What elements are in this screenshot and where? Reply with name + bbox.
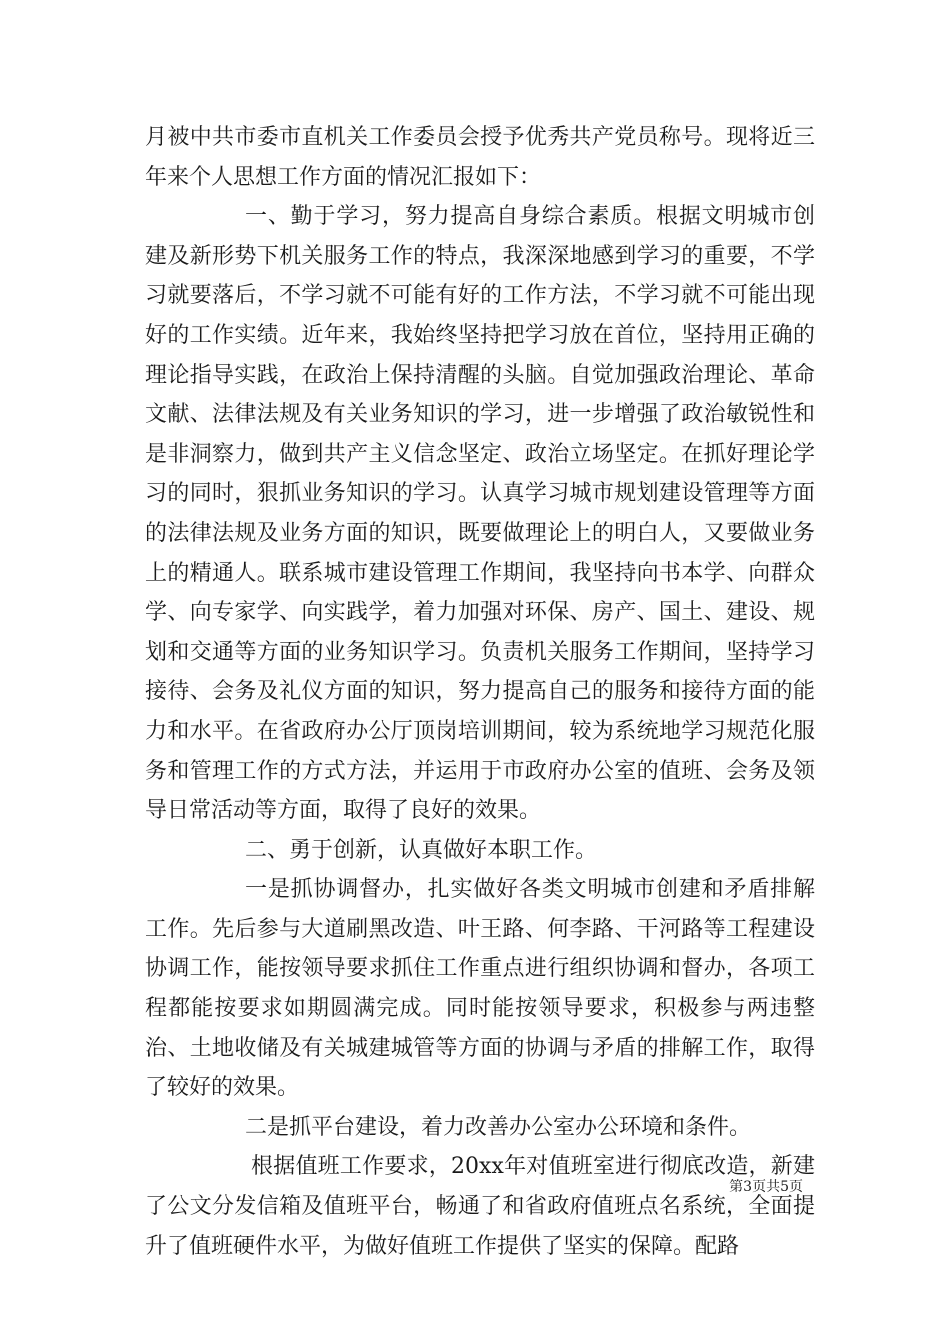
paragraph-section-2-heading: 二、勇于创新，认真做好本职工作。	[245, 837, 598, 863]
paragraph-section-2-item-2: 二是抓平台建设，着力改善办公室办公环境和条件。	[245, 1114, 752, 1140]
page-number-footer: 第3页共5页	[729, 1179, 803, 1195]
document-body	[145, 118, 815, 1266]
paragraph-section-1: 一、勤于学习，努力提高自身综合素质。根据文明城市创建及新形势下机关服务工作的特点，我深深地感到学习的重要，不学习就要落后，不学习就不可能有好的工作方法，不学习就不可能出现好的工作实绩。近年来，我始终坚持把学习放在首位，坚持用正确的理论指导实践，在政治上保持清醒的头脑。自觉加强政治理论、革命文献、法律法规及有关业务知识的学习，进一步增强了政治敏锐性和是非洞察力，做到共产主义信念坚定、政治立场坚定。在抓好理论学习的同时，狠抓业务知识的学习。认真学习城市规划建设管理等方面的法律法规及业务方面的知识，既要做理论上的明白人，又要做业务上的精通人。联系城市建设管理工作期间，我坚持向书本学、向群众学、向专家学、向实践学，着力加强对环保、房产、国土、建设、规划和交通等方面的业务知识学习。负责机关服务工作期间，坚持学习接待、会务及礼仪方面的知识，努力提高自己的服务和接待方面的能力和水平。在省政府办公厅顶岗培训期间，较为系统地学习规范化服务和管理工作的方式方法，并运用于市政府办公室的值班、会务及领导日常活动等方面，取得了良好的效果。	[145, 204, 815, 824]
paragraph-section-2-item-2-body: 根据值班工作要求，20xx年对值班室进行彻底改造，新建了公文分发信箱及值班平台，畅通了和省政府值班点名系统，全面提升了值班硬件水平，为做好值班工作提供了坚实的保障。配路	[145, 1154, 815, 1259]
paragraph-intro: 月被中共市委市直机关工作委员会授予优秀共产党员称号。现将近三年来个人思想工作方面的情况汇报如下：	[145, 125, 815, 190]
paragraph-section-2-item-1: 一是抓协调督办，扎实做好各类文明城市创建和矛盾排解工作。先后参与大道刷黑改造、叶王路、何李路、干河路等工程建设协调工作，能按领导要求抓住工作重点进行组织协调和督办，各项工程都能按要求如期圆满完成。同时能按领导要求，积极参与两违整治、土地收储及有关城建城管等方面的协调与矛盾的排解工作，取得了较好的效果。	[145, 877, 815, 1101]
